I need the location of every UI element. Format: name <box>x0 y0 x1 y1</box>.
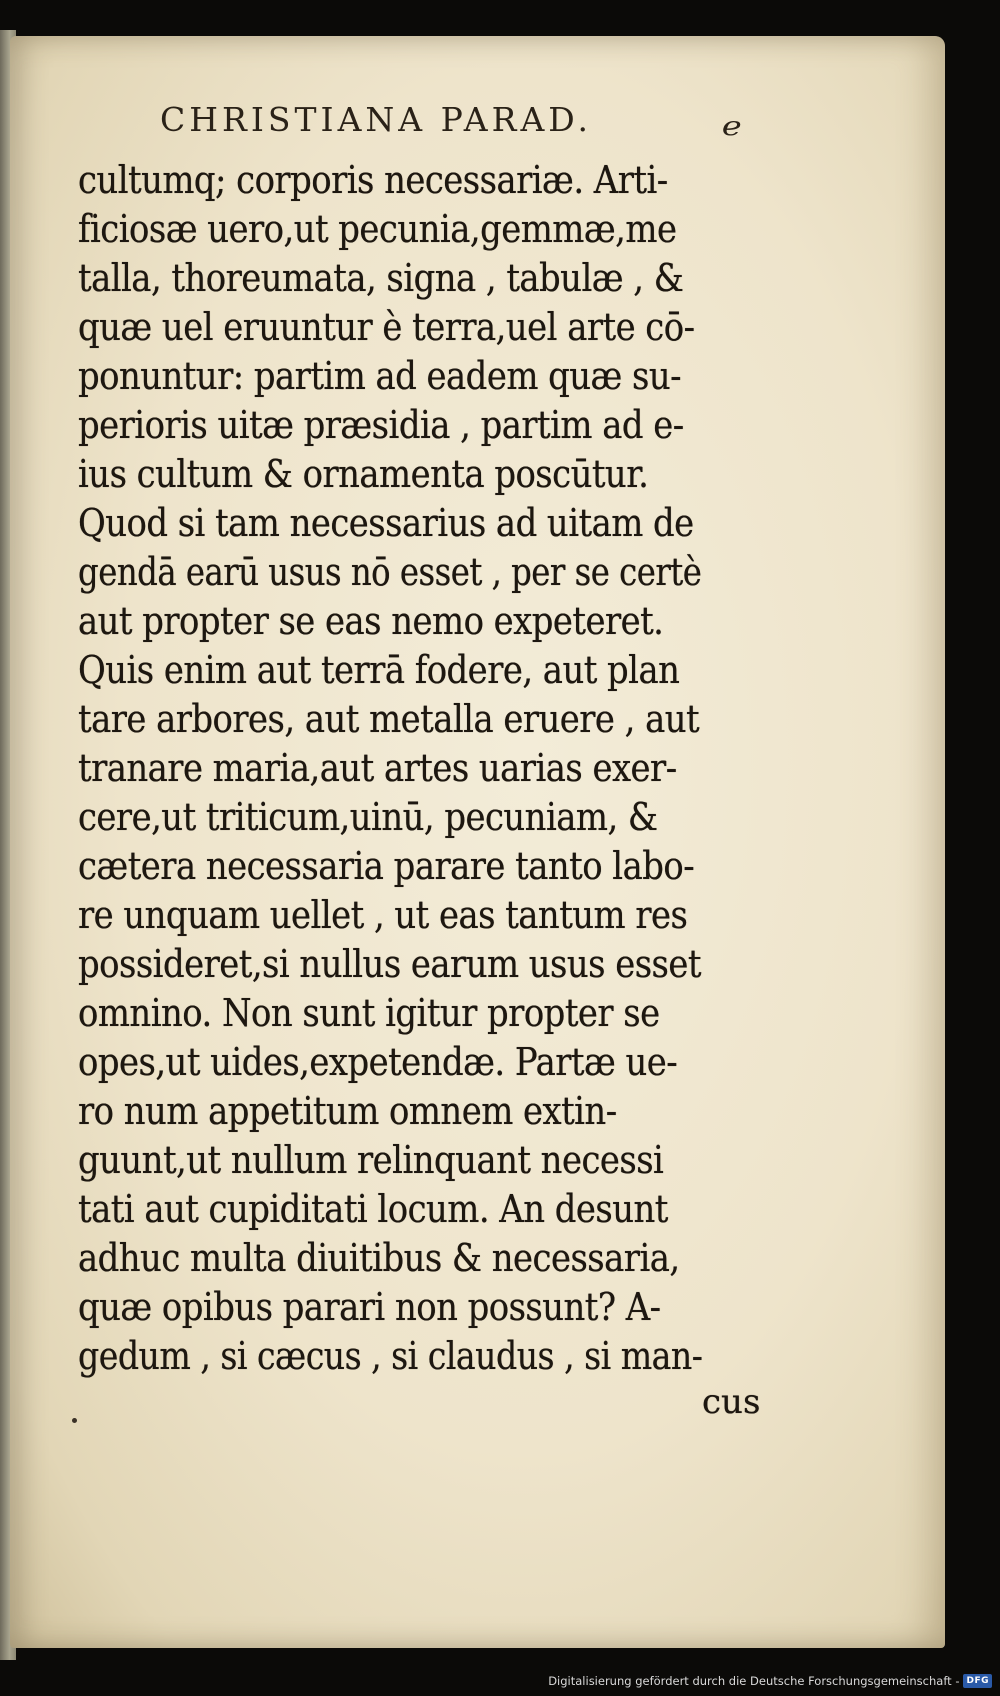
text-line: omnino. Non sunt igitur propter se <box>78 991 660 1035</box>
text-line: ponuntur: partim ad eadem quæ su- <box>78 354 682 398</box>
text-line: tati aut cupiditati locum. An desunt <box>78 1187 668 1231</box>
text-line: cætera necessaria parare tanto labo- <box>78 844 695 888</box>
text-line: quæ opibus parari non possunt? A- <box>78 1285 661 1329</box>
text-line: Quod si tam necessarius ad uitam de <box>78 501 694 545</box>
text-line: tare arbores, aut metalla eruere , aut <box>78 697 700 741</box>
text-line: cere,ut triticum,uinū, pecuniam, & <box>78 795 658 839</box>
text-line: cultumq; corporis necessariæ. Arti- <box>78 158 668 202</box>
text-line: talla, thoreumata, signa , tabulæ , & <box>78 256 684 300</box>
text-line: aut propter se eas nemo expeteret. <box>78 599 664 643</box>
text-line: opes,ut uides,expetendæ. Partæ ue- <box>78 1040 678 1084</box>
text-line: gedum , si cæcus , si claudus , si man- <box>78 1334 703 1378</box>
text-line: adhuc multa diuitibus & necessaria, <box>78 1236 680 1280</box>
text-block <box>78 156 778 1381</box>
text-line: tranare maria,aut artes uarias exer- <box>78 746 677 790</box>
dfg-logo: DFG <box>963 1674 992 1688</box>
signature-mark: e <box>721 112 742 142</box>
running-head: CHRISTIANA PARAD. <box>160 100 593 139</box>
text-line: ro num appetitum omnem extin- <box>78 1089 617 1133</box>
text-line: perioris uitæ præsidia , partim ad e- <box>78 403 684 447</box>
text-line: gendā earū usus nō esset , per se certè <box>78 550 702 594</box>
digitization-footer <box>548 1670 992 1692</box>
text-line: ficiosæ uero,ut pecunia,gemmæ,me <box>78 207 677 251</box>
text-line: ius cultum & ornamenta poscūtur. <box>78 452 649 496</box>
catchword: cus <box>702 1382 761 1422</box>
text-line: quæ uel eruuntur è terra,uel arte cō- <box>78 305 695 349</box>
ink-speck <box>72 1418 77 1423</box>
text-line: re unquam uellet , ut eas tantum res <box>78 893 688 937</box>
text-line: possideret,si nullus earum usus esset <box>78 942 701 986</box>
footer-credit: Digitalisierung gefördert durch die Deutsche Forschungsgemeinschaft - <box>548 1674 960 1688</box>
text-line: Quis enim aut terrā fodere, aut plan <box>78 648 680 692</box>
text-line: guunt,ut nullum relinquant necessi <box>78 1138 664 1182</box>
